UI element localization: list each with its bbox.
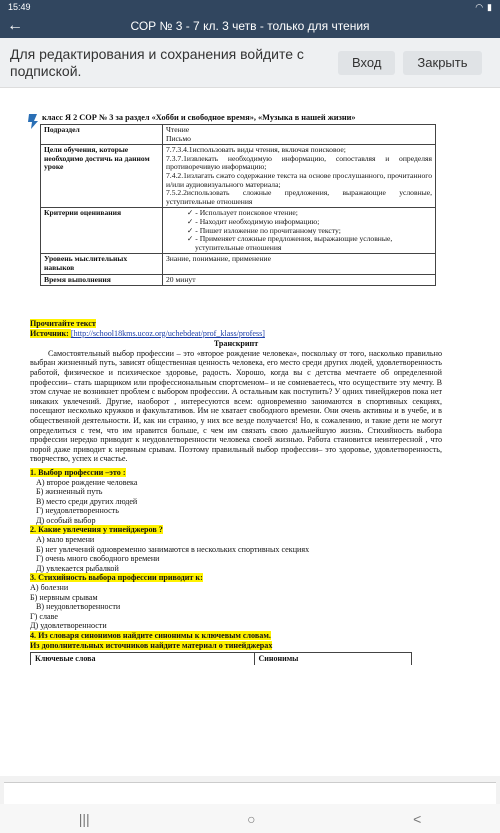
answer-option: Г) неудовлетворенность	[36, 506, 119, 516]
meta-value: Знание, понимание, применение	[163, 254, 436, 274]
column-header-keywords: Ключевые слова	[31, 653, 255, 665]
question-1	[30, 468, 442, 526]
table-row	[41, 125, 436, 145]
banner-message: Для редактирования и сохранения войдите с подпиской.	[10, 45, 304, 79]
meta-line: Письмо	[166, 133, 191, 143]
question-title: 1. Выбор профессии –это :	[30, 467, 126, 477]
transcript-paragraph: Самостоятельный выбор профессии – это «второе рождение человека», поскольку от того, насколько правильно выбран жизненный путь, зависят общественная ценность человека, его место среди других людей, удовлетворенность работой, физическое и психическое здоровье, радость. Хорошо, когда вы с детства мечтаете об определенной профессии– стать шарщиком или профессиональным спортсменом– и не сомневаетесь, что осуществите эту мечту. В этом случае не возникнет проблем с выбором профессии. А остальным как поступить? У одних тинейджеров пока нет никаких увлечений. Другие, наоборот , интересуются всем: одновременно занимаются в спортивных секциях, посещают несколько кружков и факультативов. Им не хватает свободного времени. Они очень активны и в учебе, и в общественной деятельности. И, как ни странно, у них все везде получается! Но, к сожалению, и такие дети не могут определиться с тем, что им нравится больше, с чем им связать свою дальнейшую жизнь. Стихийность выбора профессии нередко приводит к неудовлетворенности человека своей жизнью. Работа становится неинтересной , что порой даже приводит к нервным срывам. Поэтому правильный выбор профессии– это здоровье, удовлетворенность, творчество, успех и счастье.	[30, 348, 442, 464]
answer-option: А) мало времени	[36, 535, 95, 545]
synonyms-table	[30, 652, 412, 665]
read-text-heading: Прочитайте текст	[30, 319, 96, 328]
close-banner-button[interactable]: Закрыть	[403, 51, 481, 75]
status-bar	[0, 0, 500, 14]
table-row	[41, 274, 436, 286]
check-icon: ✓	[187, 225, 196, 235]
check-text: - Находит необходимую информацию;	[195, 216, 320, 226]
transcript-title: Транскрипт	[213, 339, 259, 349]
question-3	[30, 573, 442, 631]
meta-line: 7.3.7.1извлекать необходимую информацию, сопоставляя и определяя противоречивую информацию;	[166, 153, 432, 172]
meta-line: 7.4.2.1излагать сжато содержание текста на основе прослушанного, прочитанного и/или аудиовизуального материала;	[166, 170, 432, 189]
document-title: СОР № 3 - 7 кл. 3 четв - только для чтения	[130, 19, 370, 33]
meta-line: 7.5.2.2использовать сложные предложения, выражающие условные, уступительные отношения	[166, 188, 432, 206]
check-icon: ✓	[187, 216, 196, 226]
meta-value	[163, 208, 436, 254]
meta-key: Подраздел	[41, 125, 163, 145]
arrow-left-icon[interactable]: ←	[7, 17, 23, 34]
answer-option: Г) славе	[30, 611, 58, 621]
answer-option: Б) жизненный путь	[36, 487, 103, 497]
check-icon: ✓	[187, 208, 196, 218]
meta-line: Чтение	[166, 125, 190, 134]
answer-option: Б) нет увлечений одновременно занимаются в нескольких спортивных секциях	[36, 544, 310, 554]
source-label: Источник:	[30, 328, 71, 338]
login-button[interactable]: Вход	[338, 51, 395, 75]
home-icon[interactable]: ○	[247, 810, 256, 827]
meta-value	[163, 125, 436, 145]
meta-value: 20 минут	[163, 274, 436, 286]
battery-icon: ▮	[487, 1, 492, 12]
reading-section	[30, 319, 442, 665]
meta-value	[163, 145, 436, 208]
subscription-banner	[0, 38, 500, 88]
wifi-icon: ◠	[475, 1, 484, 12]
check-text: - Применяет сложные предложения, выражающие условные, уступительные отношения	[195, 234, 393, 252]
check-item	[181, 235, 432, 252]
meta-key: Критерии оценивания	[41, 208, 163, 254]
source-link[interactable]: [http://school18kms.ucoz.org/uchebdeat/prof_klass/profess]	[70, 328, 265, 338]
document-page[interactable]	[0, 88, 500, 776]
check-text: - Использует поисковое чтение;	[195, 208, 298, 218]
table-row	[31, 653, 412, 665]
lesson-meta-table	[40, 124, 436, 286]
answer-option: Д) увлекается рыбалкой	[36, 563, 119, 573]
school-logo-icon	[26, 112, 40, 130]
table-row	[41, 254, 436, 274]
answer-option: А) второе рождение человека	[36, 477, 138, 487]
app-bar	[0, 14, 500, 38]
recents-icon[interactable]: |||	[78, 810, 90, 827]
meta-key: Время выполнения	[41, 274, 163, 286]
back-icon[interactable]: <	[413, 810, 422, 827]
meta-key: Уровень мыслительных навыков	[41, 254, 163, 274]
system-nav-bar	[0, 804, 500, 833]
check-icon: ✓	[187, 234, 196, 244]
question-2	[30, 525, 442, 573]
meta-key: Цели обучения, которые необходимо достичь на данном уроке	[41, 145, 163, 208]
answer-option: В) место среди других людей	[36, 496, 138, 506]
answer-option: Г) очень много свободного времени	[36, 554, 160, 564]
answer-option: Д) удовлетворенности	[30, 621, 107, 631]
meta-line: 7.7.3.4.1использовать виды чтения, включая поисковое;	[166, 145, 346, 155]
task-4-line-1: 4. Из словаря синонимов найдите синонимы к ключевым словам.	[30, 631, 271, 640]
question-title: 3. Стихийность выбора профессии приводит к:	[30, 573, 203, 583]
task-4-line-2: Из дополнительных источников найдите материал о тинейджерах	[30, 640, 273, 650]
answer-option: Б) нервным срывам	[30, 592, 98, 602]
document-header: класс Я 2 СОР № 3 за раздел «Хобби и свободное время», «Музыка в нашей жизни»	[42, 113, 356, 122]
check-text: - Пишет изложение по прочитанному тексту;	[195, 225, 341, 235]
status-icons	[475, 2, 492, 13]
question-title: 2. Какие увлечения у тинейджеров ?	[30, 525, 163, 535]
next-page-area	[0, 776, 500, 804]
answer-option: Д) особый выбор	[36, 515, 96, 525]
answer-option: В) неудовлетворенности	[36, 602, 121, 612]
table-row	[41, 145, 436, 208]
table-row	[41, 208, 436, 254]
answer-option: А) болезни	[30, 583, 69, 593]
clock: 15:49	[8, 2, 31, 12]
column-header-synonyms: Синонимы	[254, 653, 411, 665]
